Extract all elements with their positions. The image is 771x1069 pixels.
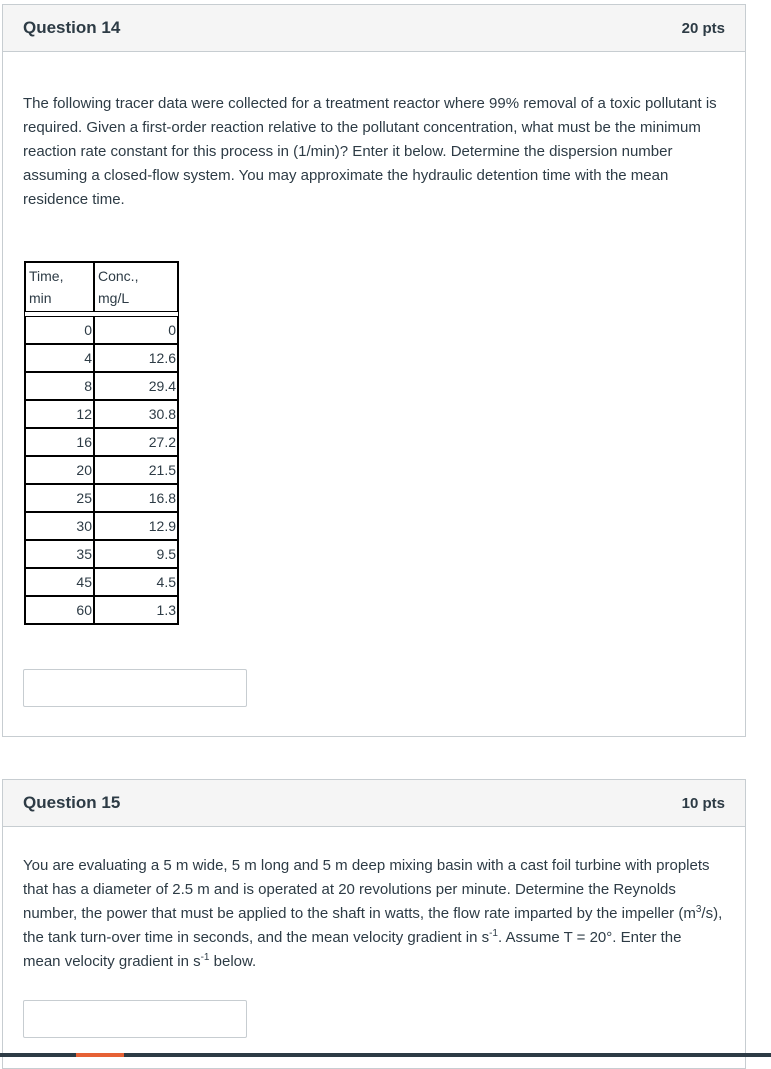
- bottom-taskbar-strip: [0, 1053, 771, 1057]
- conc-cell: 12.9: [94, 512, 178, 540]
- question-15-card: [2, 779, 746, 1069]
- header-conc: [94, 262, 178, 312]
- question-15-title: Question 15: [23, 793, 121, 812]
- table-row: [25, 400, 178, 428]
- question-14-title: Question 14: [23, 18, 121, 37]
- table-row: [25, 568, 178, 596]
- q15-text-part-1: You are evaluating a 5 m wide, 5 m long and 5 m deep mixing basin with a cast foil turbine with proplets that has a diameter of 2.5 m and is operated at 20 revolutions per minute. Determine the Reynolds number, the power that must be applied to the shaft in watts, the flow rate imparted by the impeller (m: [23, 857, 710, 922]
- question-14-card: [2, 4, 746, 737]
- table-header-row: [25, 262, 178, 312]
- time-cell: 12: [25, 400, 94, 428]
- time-cell: 20: [25, 456, 94, 484]
- conc-cell: 9.5: [94, 540, 178, 568]
- header-conc-label: Conc., mg/L: [98, 268, 139, 306]
- conc-cell: 4.5: [94, 568, 178, 596]
- conc-cell: 0: [94, 316, 178, 344]
- question-15-text: [23, 854, 723, 974]
- conc-cell: 30.8: [94, 400, 178, 428]
- table-row: [25, 596, 178, 624]
- conc-cell: 27.2: [94, 428, 178, 456]
- time-cell: 16: [25, 428, 94, 456]
- table-row: [25, 512, 178, 540]
- q15-sup-inverse-1: -1: [489, 928, 498, 939]
- q15-text-part-4: below.: [209, 953, 257, 970]
- table-row: [25, 484, 178, 512]
- header-time-label: Time, min: [29, 268, 64, 306]
- conc-cell: 21.5: [94, 456, 178, 484]
- table-row: [25, 344, 178, 372]
- conc-cell: 1.3: [94, 596, 178, 624]
- question-14-header: [3, 5, 745, 52]
- tracer-data-table: [24, 261, 179, 625]
- q15-sup-inverse-2: -1: [200, 952, 210, 963]
- question-15-points: 10 pts: [681, 794, 725, 812]
- q15-sup-cubed: 3: [695, 904, 702, 915]
- header-time: [25, 262, 94, 312]
- taskbar-highlight: [76, 1053, 124, 1057]
- time-cell: 0: [25, 316, 94, 344]
- table-row: [25, 372, 178, 400]
- conc-cell: 16.8: [94, 484, 178, 512]
- time-cell: 25: [25, 484, 94, 512]
- time-cell: 30: [25, 512, 94, 540]
- time-cell: 4: [25, 344, 94, 372]
- table-row: [25, 540, 178, 568]
- time-cell: 60: [25, 596, 94, 624]
- table-row: [25, 456, 178, 484]
- question-15-answer-input[interactable]: [23, 1000, 247, 1038]
- table-row: [25, 316, 178, 344]
- question-15-header: [3, 780, 745, 827]
- time-cell: 45: [25, 568, 94, 596]
- time-cell: 8: [25, 372, 94, 400]
- q15-text-part-2: /s), the tank turn-over time in seconds, and the mean velocity gradient in s: [23, 905, 723, 946]
- time-cell: 35: [25, 540, 94, 568]
- question-14-points: 20 pts: [681, 19, 725, 37]
- question-14-answer-input[interactable]: [23, 669, 247, 707]
- table-row: [25, 428, 178, 456]
- question-14-text: The following tracer data were collected for a treatment reactor where 99% removal of a toxic pollutant is required. Given a first-order reaction relative to the pollutant concentration, what must be the minimum reaction rate constant for this process in (1/min)? Enter it below. Determine the dispersion number assuming a closed-flow system. You may approximate the hydraulic detention time with the mean residence time.: [23, 95, 717, 208]
- conc-cell: 29.4: [94, 372, 178, 400]
- conc-cell: 12.6: [94, 344, 178, 372]
- q15-text-part-3: . Assume T = 20°. Enter the mean velocity gradient in s: [23, 929, 682, 970]
